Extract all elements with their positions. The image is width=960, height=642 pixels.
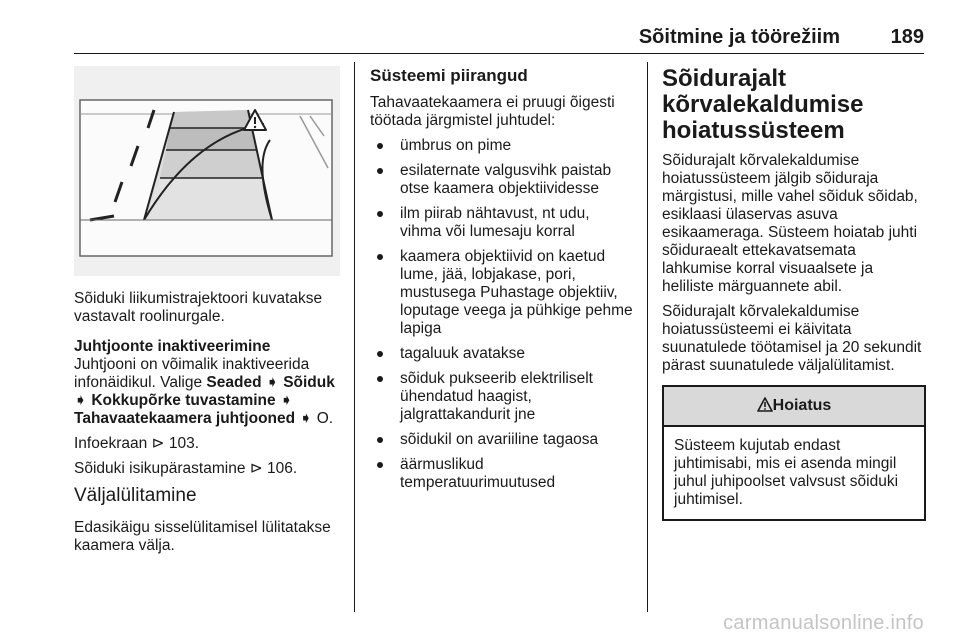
limitations-list	[370, 137, 635, 492]
reference-infoscreen: Infoekraan ⊳ 103.	[74, 435, 200, 452]
lane-departure-paragraph-1: Sõidurajalt kõrvalekaldumise hoiatussüsteem jälgib sõiduraja märgistusi, mille vahel sõiduk sõidab, esiklaasi ülaservas asuva esikaameraga. Süsteem hoiatab juhti sõiduraealt ettekavatsemata lahkumise korral visuaalsete ja heliliste märguannete abil.	[662, 152, 918, 295]
list-item: kaamera objektiivid on kaetud lume, jää, lobjakase, pori, mustusega Puhastage objektiiv, loputage veega ja pühkige pehme lapiga	[370, 248, 635, 338]
rear-camera-illustration	[74, 66, 340, 276]
warning-body: Süsteem kujutab endast juhtimisabi, mis ei asenda mingil juhul juhipoolset valvsust sõiduki juhtimisel.	[674, 437, 899, 508]
arrow-icon: ➧	[265, 374, 279, 391]
limitations-intro: Tahavaatekaamera ei pruugi õigesti töötada järgmistel juhtudel:	[370, 94, 615, 129]
illustration-caption: Sõiduki liikumistrajektoori kuvatakse vastavalt roolinurgale.	[74, 290, 323, 325]
menu-path-vehicle: Sõiduk	[283, 374, 335, 391]
list-item: ümbrus on pime	[370, 137, 635, 155]
list-item: tagaluuk avatakse	[370, 345, 635, 363]
lane-departure-paragraph-2: Sõidurajalt kõrvalekaldumise hoiatussüsteemi ei käivitata suunatulede töötamisel ja 20 sekundit pärast suunatulede väljalülitamist.	[662, 303, 922, 374]
left-column	[74, 290, 344, 562]
chapter-title: Sõitmine ja töörežiim	[638, 26, 840, 48]
section-heading-lane-departure: Sõidurajalt kõrvalekaldumise hoiatussüsteem	[662, 65, 864, 144]
guidelines-paragraph: Juhtjooni on võimalik inaktiveerida infonäidikul. Valige Seaded ➧ Sõiduk ➧ Kokkupõrke tuvastamine ➧ Tahavaatekaamera juhtjooned ➧ O.	[74, 356, 335, 427]
deactivation-paragraph: Edasikäigu sisselülitamisel lülitatakse kaamera välja.	[74, 519, 331, 554]
warning-box	[662, 385, 926, 521]
arrow-icon: ➧	[299, 410, 313, 427]
middle-column	[370, 66, 635, 499]
list-item: ilm piirab nähtavust, nt udu, vihma või lumesaju korral	[370, 205, 635, 241]
camera-display-drawing	[74, 66, 340, 276]
watermark: carmanualsonline.info	[723, 612, 924, 634]
column-divider-2	[647, 62, 648, 612]
list-item: esilaternate valgusvihk paistab otse kaamera objektiividesse	[370, 162, 635, 198]
menu-path-settings: Seaded	[206, 374, 262, 391]
menu-path-guidelines: Tahavaatekaamera juhtjooned	[74, 410, 296, 427]
list-item: sõiduk pukseerib elektriliselt ühendatud haagist, jalgrattakandurit jne	[370, 370, 635, 424]
subheading-guidelines: Juhtjoonte inaktiveerimine	[74, 338, 271, 355]
section-heading-limitations: Süsteemi piirangud	[370, 66, 528, 85]
reference-personalisation: Sõiduki isikupärastamine ⊳ 106.	[74, 460, 298, 477]
list-item: sõidukil on avariiline tagaosa	[370, 431, 635, 449]
header-rule	[74, 53, 924, 54]
warning-title	[664, 387, 924, 427]
section-heading-deactivation: Väljalülitamine	[74, 485, 197, 506]
page-header	[74, 18, 924, 54]
warning-title-text: Hoiatus	[772, 397, 832, 414]
page-number: 189	[890, 26, 924, 48]
menu-path-collision: Kokkupõrke tuvastamine	[91, 392, 276, 409]
arrow-icon: ➧	[279, 392, 293, 409]
arrow-icon: ➧	[74, 392, 87, 409]
column-divider-1	[354, 62, 355, 612]
warning-triangle-icon	[757, 397, 773, 412]
list-item: äärmuslikud temperatuurimuutused	[370, 456, 635, 492]
right-column	[662, 66, 926, 521]
toggle-off-symbol: O.	[316, 410, 334, 427]
